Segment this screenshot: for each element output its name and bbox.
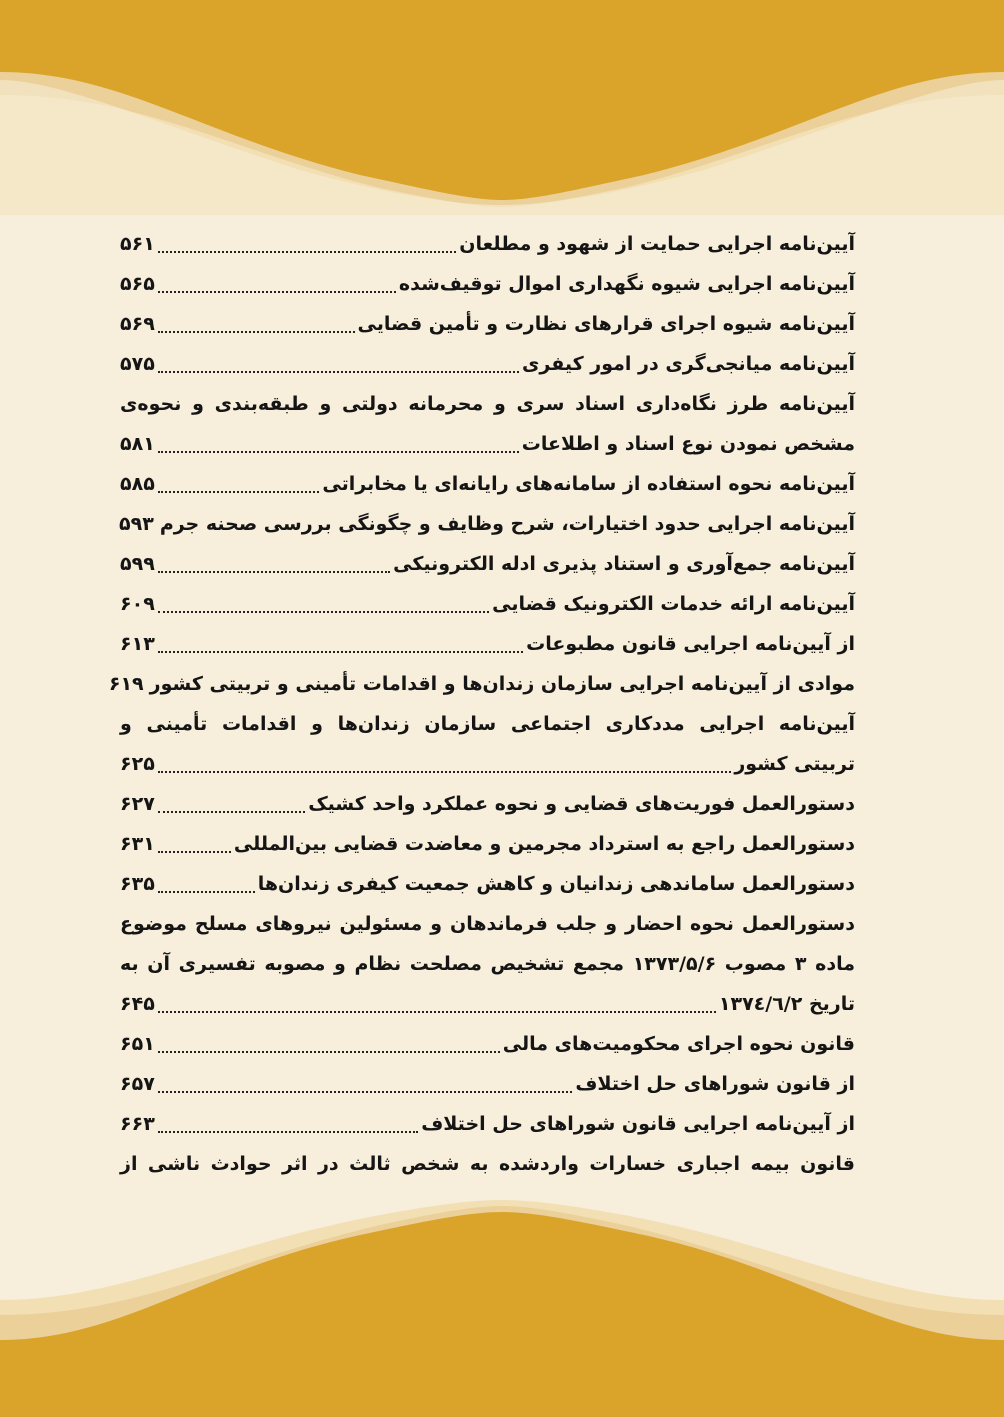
toc-entry[interactable] — [120, 464, 855, 504]
toc-page-number: ۶۵۷ — [120, 1073, 155, 1095]
toc-entry[interactable] — [120, 264, 855, 304]
toc-page-number: ۵۹۹ — [120, 553, 155, 575]
toc-entry-title: از آیین‌نامه اجرایی قانون مطبوعات — [526, 633, 855, 655]
toc-entry-title: آیین‌نامه جمع‌آوری و استناد پذیری ادله الکترونیکی — [393, 553, 855, 575]
toc-entry[interactable] — [108, 664, 855, 704]
toc-entry[interactable] — [120, 1024, 855, 1064]
dot-leader — [158, 1010, 716, 1013]
toc-page-number: ۶۵۱ — [120, 1033, 155, 1055]
dot-leader — [158, 490, 320, 493]
dot-leader — [158, 890, 255, 893]
toc-entry-title: از آیین‌نامه اجرایی قانون شوراهای حل اختلاف — [421, 1113, 855, 1135]
toc-entry[interactable] — [120, 344, 855, 384]
toc-entry[interactable] — [120, 584, 855, 624]
toc-entry[interactable] — [120, 904, 855, 1024]
toc-entry-title: آیین‌نامه اجرایی شیوه نگهداری اموال توقیف‌شده — [398, 273, 855, 295]
toc-entry-title: از قانون شوراهای حل اختلاف — [575, 1073, 855, 1095]
toc-entry[interactable] — [120, 224, 855, 264]
toc-entry-title: مشخص نمودن نوع اسناد و اطلاعات — [521, 433, 855, 455]
toc-page-number: ۶۳۱ — [120, 833, 155, 855]
dot-leader — [158, 610, 489, 613]
toc-entry[interactable] — [120, 784, 855, 824]
toc-entry[interactable] — [120, 704, 855, 784]
top-decorative-wave — [0, 0, 1004, 225]
toc-page-number: ۵۶۹ — [120, 313, 155, 335]
toc-page-number: ۵۶۵ — [120, 273, 155, 295]
toc-entry-title-continued: آیین‌نامه طرز نگاه‌داری اسناد سری و محرمانه دولتی و طبقه‌بندی و نحوه‌ی — [120, 393, 855, 415]
toc-entry[interactable] — [120, 1104, 855, 1144]
toc-entry[interactable] — [120, 624, 855, 664]
dot-leader — [158, 850, 231, 853]
toc-entry-title: آیین‌نامه اجرایی حمایت از شهود و مطلعان — [459, 233, 855, 255]
toc-entry-title: دستورالعمل ساماندهی زندانیان و کاهش جمعیت کیفری زندان‌ها — [257, 873, 855, 895]
toc-page-number: ۶۱۹ — [108, 673, 144, 695]
toc-entry-title: آیین‌نامه ارائه خدمات الکترونیک قضایی — [492, 593, 855, 615]
toc-entry[interactable] — [120, 384, 855, 464]
toc-entry-title-continued: ماده ۳ مصوب ۱۳۷۳/۵/۶ مجمع تشخیص مصلحت نظام و مصوبه تفسیری آن به — [120, 953, 855, 975]
toc-entry-title: دستورالعمل راجع به استرداد مجرمین و معاضدت قضایی بین‌المللی — [233, 833, 855, 855]
toc-entry-title: تاریخ ۱۳۷٤/٦/۲ — [718, 993, 855, 1015]
dot-leader — [158, 1090, 573, 1093]
toc-page-number: ۶۴۵ — [120, 993, 155, 1015]
toc-entry-title-continued: قانون بیمه اجباری خسارات واردشده به شخص ثالث در اثر حوادث ناشی از — [120, 1153, 855, 1175]
toc-entry[interactable] — [120, 504, 855, 544]
toc-entry-title: آیین‌نامه میانجی‌گری در امور کیفری — [521, 353, 855, 375]
toc-entry-title: دستورالعمل فوریت‌های قضایی و نحوه عملکرد واحد کشیک — [308, 793, 855, 815]
dot-leader — [158, 370, 519, 373]
toc-page-number: ۶۶۳ — [120, 1113, 155, 1135]
dot-leader — [158, 450, 519, 453]
toc-entry[interactable] — [120, 824, 855, 864]
toc-page-number: ۵۸۱ — [120, 433, 155, 455]
toc-page-number: ۶۲۵ — [120, 753, 155, 775]
toc-entry[interactable] — [120, 1064, 855, 1104]
toc-entry-title: آیین‌نامه شیوه اجرای قرارهای نظارت و تأمین قضایی — [357, 313, 855, 335]
toc-entry-title: تربیتی کشور — [734, 753, 855, 775]
toc-entry[interactable] — [120, 304, 855, 344]
toc-entry-title: قانون نحوه اجرای محکومیت‌های مالی — [502, 1033, 855, 1055]
dot-leader — [158, 650, 523, 653]
dot-leader — [158, 330, 355, 333]
bottom-decorative-wave — [0, 1190, 1004, 1417]
toc-entry-title-continued: دستورالعمل نحوه احضار و جلب فرماندهان و مسئولین نیروهای مسلح موضوع — [120, 913, 855, 935]
toc-page-number: ۵۷۵ — [120, 353, 155, 375]
toc-page-number: ۶۲۷ — [120, 793, 155, 815]
toc-page-number: ۶۰۹ — [120, 593, 155, 615]
dot-leader — [158, 770, 732, 773]
dot-leader — [158, 1050, 500, 1053]
table-of-contents — [108, 224, 855, 1224]
toc-entry-title: آیین‌نامه نحوه استفاده از سامانه‌های رایانه‌ای یا مخابراتی — [322, 473, 855, 495]
dot-leader — [158, 250, 456, 253]
toc-entry[interactable] — [120, 544, 855, 584]
toc-page-number: ۵۹۳ — [119, 513, 154, 535]
toc-entry-title: موادی از آیین‌نامه اجرایی سازمان زندان‌ها و اقدامات تأمینی و تربیتی کشور — [149, 673, 855, 695]
dot-leader — [158, 1130, 418, 1133]
toc-page-number: ۶۱۳ — [120, 633, 155, 655]
toc-entry-title-continued: آیین‌نامه اجرایی مددکاری اجتماعی سازمان زندان‌ها و اقدامات تأمینی و — [120, 713, 855, 735]
toc-page-number: ۶۳۵ — [120, 873, 155, 895]
dot-leader — [158, 570, 390, 573]
dot-leader — [158, 810, 305, 813]
toc-page-number: ۵۸۵ — [120, 473, 155, 495]
toc-entry[interactable] — [120, 864, 855, 904]
toc-page-number: ۵۶۱ — [120, 233, 155, 255]
dot-leader — [158, 290, 396, 293]
toc-entry-title: آیین‌نامه اجرایی حدود اختیارات، شرح وظایف و چگونگی بررسی صحنه جرم — [159, 513, 855, 535]
